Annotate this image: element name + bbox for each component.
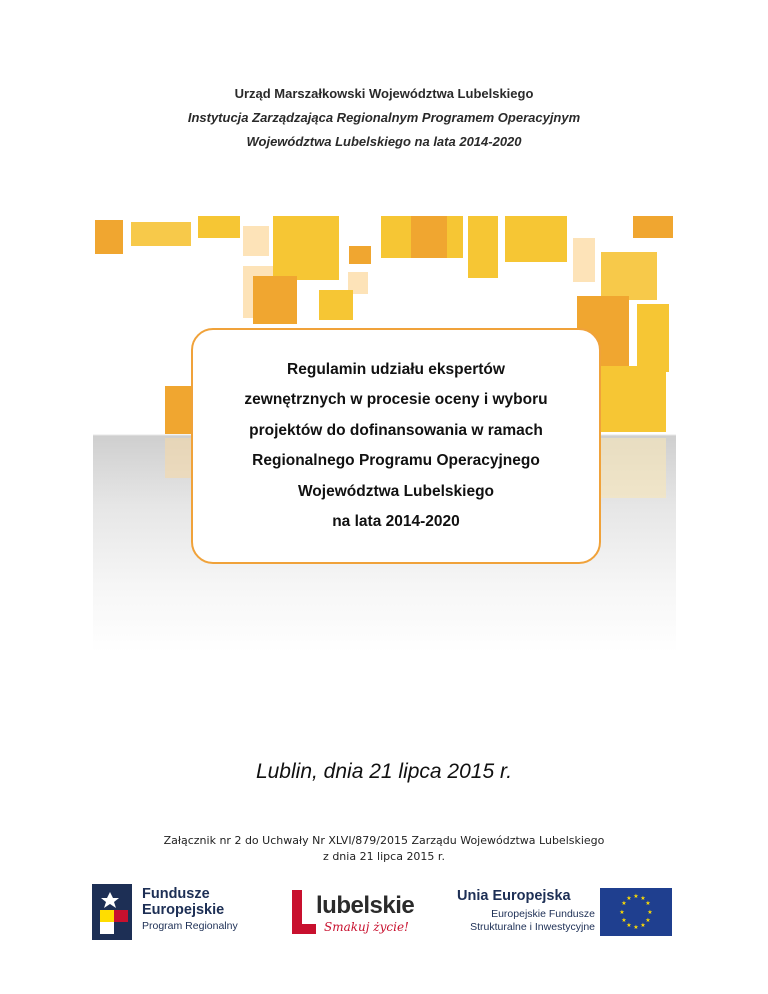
lubelskie-wordmark: lubelskie [316,892,415,919]
svg-text:★: ★ [647,909,653,916]
managing-authority: Instytucja Zarządzająca Regionalnym Programem Operacyjnym [187,110,581,125]
lubelskie-l-icon [288,888,318,938]
ue-logo-line3: Strukturalne i Inwestycyjne [470,921,595,933]
svg-text:★: ★ [645,900,651,907]
svg-text:★: ★ [640,895,646,902]
eu-stars-icon [600,888,672,936]
eu-flag-icon [600,888,672,936]
document-title-line: zewnętrznych w procesie oceny i wyboru [244,391,548,408]
fe-emblem-icon [92,884,136,940]
institution-name: Urząd Marszałkowski Województwa Lubelskiego [234,86,534,101]
document-title-line: Regulamin udziału ekspertów [287,360,505,378]
svg-text:★: ★ [626,922,632,929]
svg-text:★: ★ [621,917,627,924]
fe-logo-line1: Fundusze [142,886,210,902]
svg-text:★: ★ [621,900,627,907]
annex-line: Załącznik nr 2 do Uchwały Nr XLVI/879/2015 Zarządu Województwa Lubelskiego [163,834,605,847]
svg-text:★: ★ [645,917,651,924]
svg-text:★: ★ [633,893,639,900]
fe-logo-line2: Europejskie [142,902,225,918]
lubelskie-logo [286,882,426,942]
ue-logo-line1: Unia Europejska [457,888,571,904]
svg-text:★: ★ [619,909,625,916]
document-title-box [191,328,601,564]
ue-logo-line2: Europejskie Fundusze [491,908,595,920]
programme-name: Województwa Lubelskiego na lata 2014-2020 [246,134,522,149]
document-header [0,82,768,154]
annex-note [0,833,768,865]
lubelskie-tagline: Smakuj życie! [324,920,409,934]
svg-text:★: ★ [633,924,639,931]
annex-line: z dnia 21 lipca 2015 r. [323,850,445,863]
document-title-line: projektów do dofinansowania w ramach [249,421,543,439]
logo-strip [0,882,768,942]
fe-logo-line3: Program Regionalny [142,920,238,932]
unia-europejska-logo [445,882,685,942]
svg-text:★: ★ [640,922,646,929]
place-and-date: Lublin, dnia 21 lipca 2015 r. [255,760,513,783]
document-title-line: na lata 2014-2020 [332,513,460,530]
document-title-line: Województwa Lubelskiego [297,482,495,500]
svg-text:★: ★ [626,895,632,902]
fundusze-europejskie-logo [92,882,252,942]
document-title-line: Regionalnego Programu Operacyjnego [252,452,540,469]
